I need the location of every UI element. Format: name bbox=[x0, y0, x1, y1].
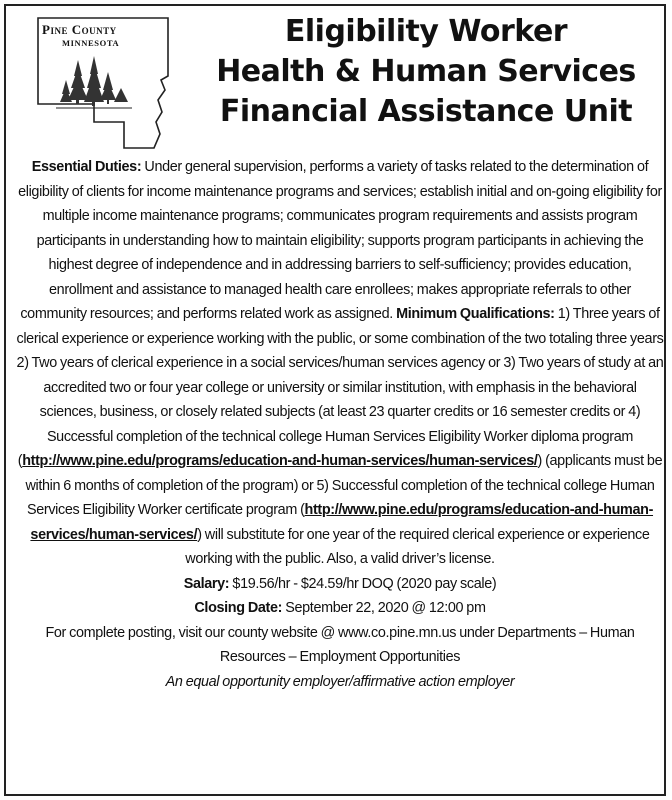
unit-name: Financial Assistance Unit bbox=[219, 94, 633, 129]
closing-date-value: September 22, 2020 @ 12:00 pm bbox=[285, 600, 486, 616]
logo-state-name: MINNESOTA bbox=[62, 38, 120, 48]
logo-county-name: Pine County bbox=[42, 22, 117, 37]
job-advertisement bbox=[4, 4, 666, 796]
min-qualifications-label: Minimum Qualifications: bbox=[396, 306, 555, 322]
salary-line bbox=[16, 572, 664, 597]
department-name: Health & Human Services bbox=[216, 54, 636, 89]
closing-date-line bbox=[16, 596, 664, 621]
min-qualifications-text-3: ) will substitute for one year of the required clerical experience or experience working with the public. Also, a valid driver’s license. bbox=[185, 526, 650, 567]
min-qualifications-text-2: ) (applicants must be within 6 months of completion of the program) or 5) Successful completion of the technical college Human Services Eligibility Worker certificate program ( bbox=[25, 453, 663, 518]
certificate-program-link[interactable]: http://www.pine.edu/programs/education-and-human-services/human-services/ bbox=[30, 502, 654, 543]
eoe-statement: An equal opportunity employer/affirmative action employer bbox=[165, 673, 515, 690]
closing-date-label: Closing Date: bbox=[194, 600, 283, 616]
headline bbox=[206, 12, 646, 132]
essential-duties-text: Under general supervision, performs a variety of tasks related to the determination of eligibility of clients for income maintenance programs and services; establish initial and on-going eligibility for multiple income maintenance programs; communicates program requirements and assists program participants in understanding how to maintain eligibility; supports program participants in achieving the highest degree of independence and in addressing barriers to self-sufficiency; provides education, enrollment and assistance to managed health care enrollees; makes appropriate referrals to other community resources; and performs related work as assigned. bbox=[18, 159, 662, 322]
essential-duties-label: Essential Duties: bbox=[31, 159, 142, 175]
county-logo bbox=[28, 16, 178, 151]
posting-info: For complete posting, visit our county website @ www.co.pine.mn.us under Departments – Human Resources – Employment Opportunities bbox=[45, 624, 635, 665]
salary-value: $19.56/hr - $24.59/hr DOQ (2020 pay scale) bbox=[232, 575, 497, 592]
salary-label: Salary: bbox=[183, 575, 230, 592]
ad-body bbox=[16, 155, 664, 694]
diploma-program-link[interactable]: http://www.pine.edu/programs/education-and-human-services/human-services/ bbox=[22, 453, 538, 469]
min-qualifications-text-1: 1) Three years of clerical experience or experience working with the public, or some combination of the two totaling three years 2) Two years of clerical experience in a social services/human services agency or 3) Two years of study at an accredited two or four year college or university or similar institution, with emphasis in the behavioral sciences, business, or closely related subjects (at least 23 quarter credits or 16 semester credits or 4) Successful completion of the technical college Human Services Eligibility Worker diploma program ( bbox=[16, 306, 664, 469]
job-title: Eligibility Worker bbox=[284, 14, 568, 49]
